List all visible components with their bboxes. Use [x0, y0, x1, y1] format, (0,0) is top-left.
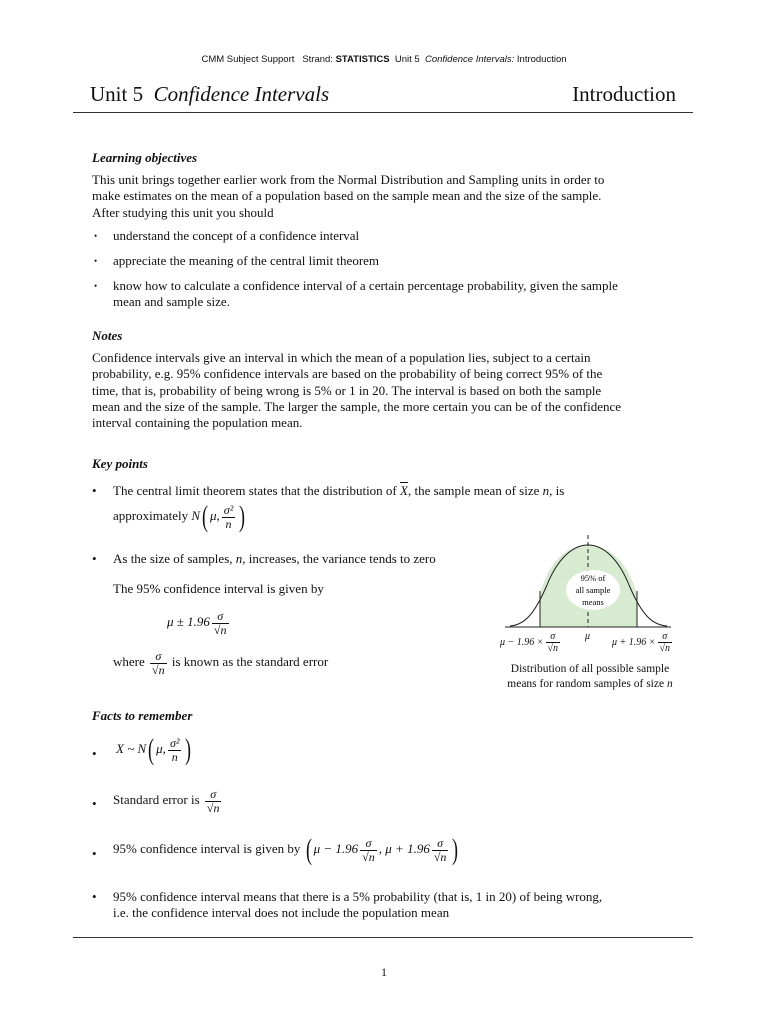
- objective-text: [113, 278, 683, 311]
- xbar-symbol: $\overline{X}$: [400, 483, 408, 498]
- inner-label-1: 95% of: [580, 573, 606, 583]
- notes-line: probability, e.g. 95% confidence intervals are based on the probability of being correct 95% of the: [92, 366, 603, 382]
- bullet-icon: •: [92, 796, 97, 811]
- se-fraction: [205, 788, 222, 815]
- left-fraction: [546, 631, 561, 654]
- rootn-den: √n: [433, 849, 447, 864]
- fact3-text: 95% confidence interval is given by: [113, 840, 304, 856]
- paren-left-icon: (: [202, 500, 209, 533]
- header-unit: Unit 5: [394, 54, 420, 65]
- header-org: CMM Subject Support: [201, 54, 295, 65]
- mu-symbol: μ,: [210, 507, 220, 523]
- n-den: n: [225, 516, 232, 531]
- clt-part: The central limit theorem states that the distribution of: [113, 483, 401, 498]
- ci-upper-text: , μ + 1.96: [378, 840, 430, 856]
- mu-symbol: μ,: [156, 740, 166, 756]
- rootn-den: √n: [659, 643, 671, 654]
- se-fraction: [432, 837, 449, 864]
- clt-part: , is: [549, 483, 565, 498]
- size-part: , increases, the variance tends to zero: [242, 551, 436, 566]
- n-symbol: n: [235, 551, 243, 566]
- footer-rule: [73, 937, 693, 938]
- se-line: [113, 650, 328, 677]
- approx-text: approximately: [113, 507, 192, 523]
- paren-right-icon: ): [452, 833, 459, 866]
- page-number: 1: [381, 965, 387, 979]
- right-fraction: [658, 631, 673, 654]
- title-section: Introduction: [572, 82, 676, 106]
- bullet-icon: •: [94, 281, 98, 291]
- notes-line: time, that is, probability of being wrong is 5% or 1 in 20. The interval is based on both the sample: [92, 382, 602, 398]
- header-section: Introduction: [516, 54, 567, 65]
- bullet-icon: •: [92, 889, 97, 904]
- objective-text: understand the concept of a confidence interval: [113, 228, 360, 243]
- fact-ci: [113, 835, 460, 865]
- learning-heading: Learning objectives: [92, 150, 198, 165]
- learning-intro-line: This unit brings together earlier work from the Normal Distribution and Sampling units in order to: [92, 172, 605, 187]
- N-symbol: N: [191, 507, 201, 523]
- bullet-icon: •: [94, 256, 98, 266]
- variance-fraction: [168, 737, 182, 764]
- paren-right-icon: ): [185, 733, 192, 766]
- page-title: [90, 82, 329, 107]
- rootn-den: √n: [362, 849, 375, 864]
- sigma-num: σ: [658, 631, 673, 643]
- fact1-text: X ~ N: [116, 740, 147, 756]
- inner-label-3: means: [582, 597, 604, 607]
- mean-label: μ: [585, 631, 591, 642]
- notes-heading: Notes: [92, 328, 123, 343]
- bullet-icon: •: [94, 231, 98, 241]
- variance-fraction: [222, 504, 236, 531]
- paren-left-icon: (: [148, 733, 155, 766]
- running-header: [0, 54, 768, 65]
- title-name: Confidence Intervals: [153, 82, 330, 106]
- bullet-icon: •: [92, 551, 97, 566]
- notes-line: Confidence intervals give an interval in which the mean of a population lies, subject to a certain: [92, 350, 591, 365]
- rootn-den: √n: [213, 623, 227, 637]
- sigma2-num: σ²: [169, 735, 180, 750]
- header-strand: STATISTICS: [335, 54, 390, 65]
- right-bound-label: [612, 631, 674, 654]
- n-den: n: [171, 749, 178, 764]
- sigma2-num: σ²: [223, 502, 234, 517]
- sigma-num: σ: [205, 788, 222, 802]
- notes-line: mean and the size of the sample. The larger the sample, the more certain you can be of the confidence: [92, 398, 622, 414]
- learning-intro-line: make estimates on the mean of a population based on the sample mean and the size of the sample.: [92, 188, 602, 204]
- facts-heading: Facts to remember: [92, 708, 193, 723]
- caption-line: Distribution of all possible sample: [510, 663, 670, 675]
- figure-caption: [490, 662, 690, 692]
- size-part: As the size of samples,: [113, 551, 236, 566]
- title-rule: [73, 112, 693, 113]
- fact4-line: i.e. the confidence interval does not include the population mean: [113, 905, 450, 921]
- caption-n: n: [666, 678, 673, 690]
- se-text: is known as the standard error: [168, 654, 329, 670]
- title-unit: Unit 5: [90, 82, 144, 106]
- paren-left-icon: (: [305, 833, 312, 866]
- objective-line: mean and sample size.: [113, 294, 230, 310]
- bullet-icon: •: [92, 746, 97, 761]
- fact4-line: 95% confidence interval means that there is a 5% probability (that is, 1 in 20) of being wrong,: [113, 889, 603, 904]
- clt-text: [113, 483, 683, 499]
- ci-text: The 95% confidence interval is given by: [113, 581, 324, 596]
- header-topic: Confidence Intervals:: [425, 54, 515, 65]
- bullet-icon: •: [92, 846, 97, 861]
- rootn-den: √n: [152, 663, 165, 677]
- fact-standard-error: [113, 788, 223, 815]
- ci-formula-text: μ ± 1.96: [167, 614, 210, 630]
- sigma-num: σ: [432, 837, 449, 851]
- sigma-num: σ: [150, 650, 167, 664]
- approx-line: [113, 502, 247, 532]
- se-fraction: [360, 837, 377, 864]
- paren-right-icon: ): [239, 500, 246, 533]
- right-bound-text: μ + 1.96 ×: [612, 636, 656, 648]
- learning-intro: [92, 172, 682, 221]
- n-symbol: n: [542, 483, 550, 498]
- clt-part: , the sample mean of size: [407, 483, 543, 498]
- objective-line: know how to calculate a confidence interval of a certain percentage probability, given the sample: [113, 278, 618, 293]
- header-strand-label: Strand:: [302, 54, 333, 65]
- rootn-den: √n: [206, 801, 220, 815]
- fact2-text: Standard error is: [113, 792, 203, 808]
- caption-line: [490, 677, 690, 692]
- key-heading: Key points: [92, 456, 148, 471]
- notes-line: interval containing the population mean.: [92, 415, 303, 431]
- bullet-icon: •: [92, 483, 97, 498]
- se-fraction: [212, 610, 229, 637]
- notes-paragraph: [92, 350, 682, 431]
- sigma-num: σ: [212, 610, 229, 624]
- ci-formula: [167, 610, 231, 637]
- inner-label-2: all sample: [575, 585, 611, 595]
- caption-text: means for random samples of size: [507, 678, 667, 690]
- sigma-num: σ: [360, 837, 377, 851]
- left-bound-label: [500, 631, 562, 654]
- objective-text: appreciate the meaning of the central limit theorem: [113, 253, 380, 268]
- fact-distribution: [116, 735, 193, 765]
- fact4-text: [113, 889, 683, 922]
- learning-intro-line: After studying this unit you should: [92, 204, 274, 220]
- where-text: where: [113, 654, 149, 670]
- sigma-num: σ: [546, 631, 561, 643]
- rootn-den: √n: [547, 643, 559, 654]
- ci-lower-text: μ − 1.96: [313, 840, 359, 856]
- left-bound-text: μ − 1.96 ×: [500, 636, 544, 648]
- se-fraction: [150, 650, 167, 677]
